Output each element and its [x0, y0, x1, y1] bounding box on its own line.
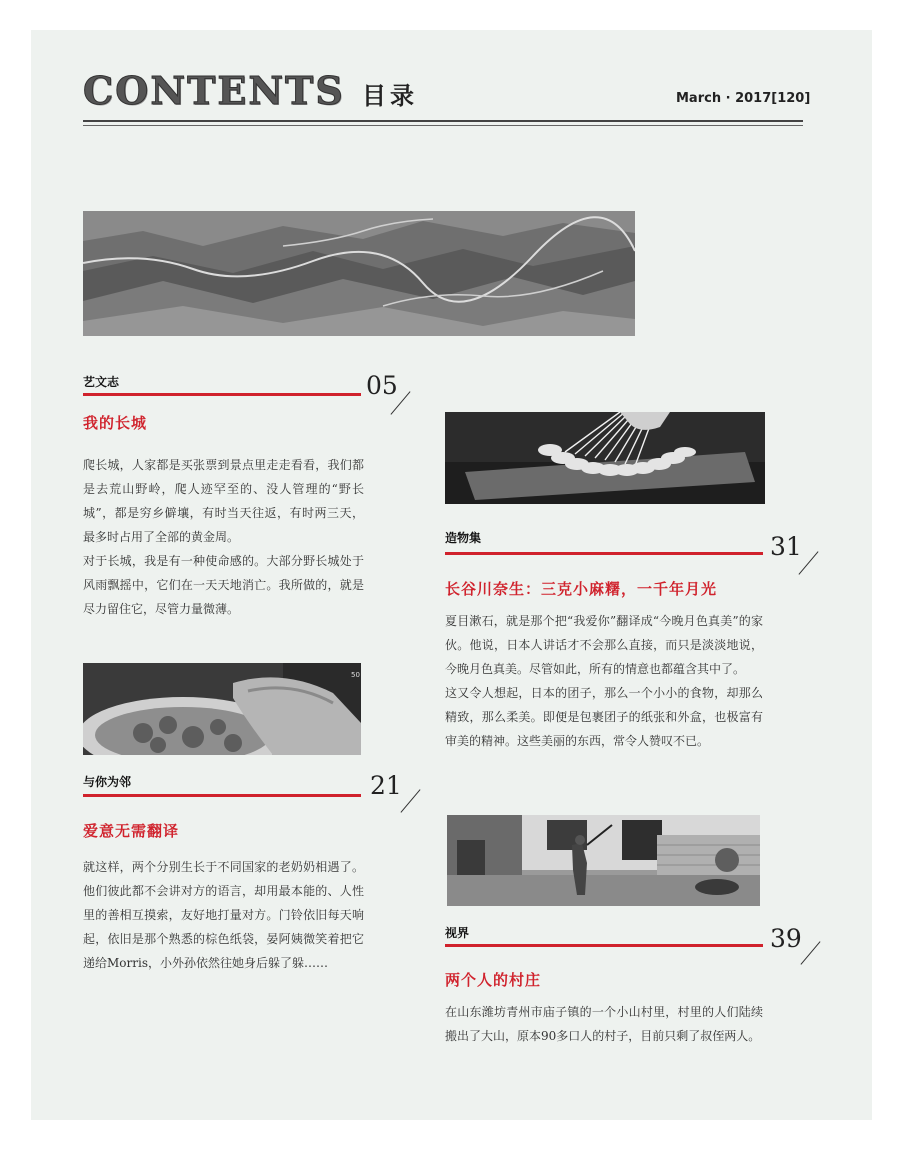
section-label-yuniweilin: 与你为邻 — [83, 775, 132, 789]
page-number: 31 — [770, 532, 802, 561]
article-headline[interactable]: 我的长城 — [83, 414, 148, 432]
dango-photo[interactable] — [445, 412, 765, 504]
article-body — [445, 609, 763, 753]
header-rule-thin — [83, 125, 803, 126]
article-headline[interactable]: 长谷川奈生：三克小麻糬，一千年月光 — [445, 580, 718, 598]
article-paragraph: 这又令人想起，日本的团子，那么一个小小的食物，却那么精致，那么柔美。即便是包裹团子的纸张和外盒，也极富有审美的精神。这些美丽的东西，常令人赞叹不已。 — [445, 686, 763, 748]
page-number: 05 — [366, 371, 398, 400]
section-label-zaowuji: 造物集 — [445, 531, 482, 545]
cooking-hands-photo[interactable] — [83, 663, 361, 755]
page-number: 21 — [370, 771, 402, 800]
issue-date: March · 2017[120] — [676, 91, 811, 106]
article-headline[interactable]: 爱意无需翻译 — [83, 822, 180, 840]
article-paragraph: 爬长城，人家都是买张票到景点里走走看看，我们都是去荒山野岭，爬人迹罕至的、没人管理的“野长城”，都是穷乡僻壤，有时当天往返，有时两三天，最多时占用了全部的黄金周。 — [83, 458, 364, 544]
village-photo[interactable] — [447, 815, 760, 906]
article-paragraph: 夏目漱石，就是那个把“我爱你”翻译成“今晚月色真美”的家伙。他说，日本人讲话才不会那么直接，而只是淡淡地说，今晚月色真美。尽管如此，所有的情意也都蕴含其中了。 — [445, 614, 763, 676]
section-rule — [445, 944, 763, 947]
section-rule — [83, 794, 361, 797]
section-label-shijie: 视界 — [445, 926, 470, 940]
page-number: 39 — [770, 924, 802, 953]
article-body — [445, 1000, 763, 1048]
article-headline[interactable]: 两个人的村庄 — [445, 971, 542, 989]
great-wall-photo[interactable] — [83, 211, 635, 336]
contents-title-cn: 目录 — [362, 81, 418, 110]
plate-mark: 50 — [351, 671, 360, 679]
contents-title: CONTENTS — [83, 68, 345, 113]
section-label-yiwenzhi: 艺文志 — [83, 375, 120, 389]
article-paragraph: 就这样，两个分别生长于不同国家的老奶奶相遇了。他们彼此都不会讲对方的语言，却用最本能的、人性里的善相互摸索，友好地打量对方。门铃依旧每天响起，依旧是那个熟悉的棕色纸袋，晏阿姨微笑着把它递给Morris，小外孙依然往她身后躲了躲…… — [83, 860, 364, 970]
article-body — [83, 855, 364, 975]
section-rule — [445, 552, 763, 555]
header-rule — [83, 120, 803, 122]
article-paragraph: 对于长城，我是有一种使命感的。大部分野长城处于风雨飘摇中，它们在一天天地消亡。我所做的，就是尽力留住它，尽管力量微薄。 — [83, 554, 364, 616]
article-body — [83, 453, 364, 621]
article-paragraph: 在山东潍坊青州市庙子镇的一个小山村里，村里的人们陆续搬出了大山，原本90多口人的村子，目前只剩了叔侄两人。 — [445, 1005, 763, 1043]
section-rule — [83, 393, 361, 396]
